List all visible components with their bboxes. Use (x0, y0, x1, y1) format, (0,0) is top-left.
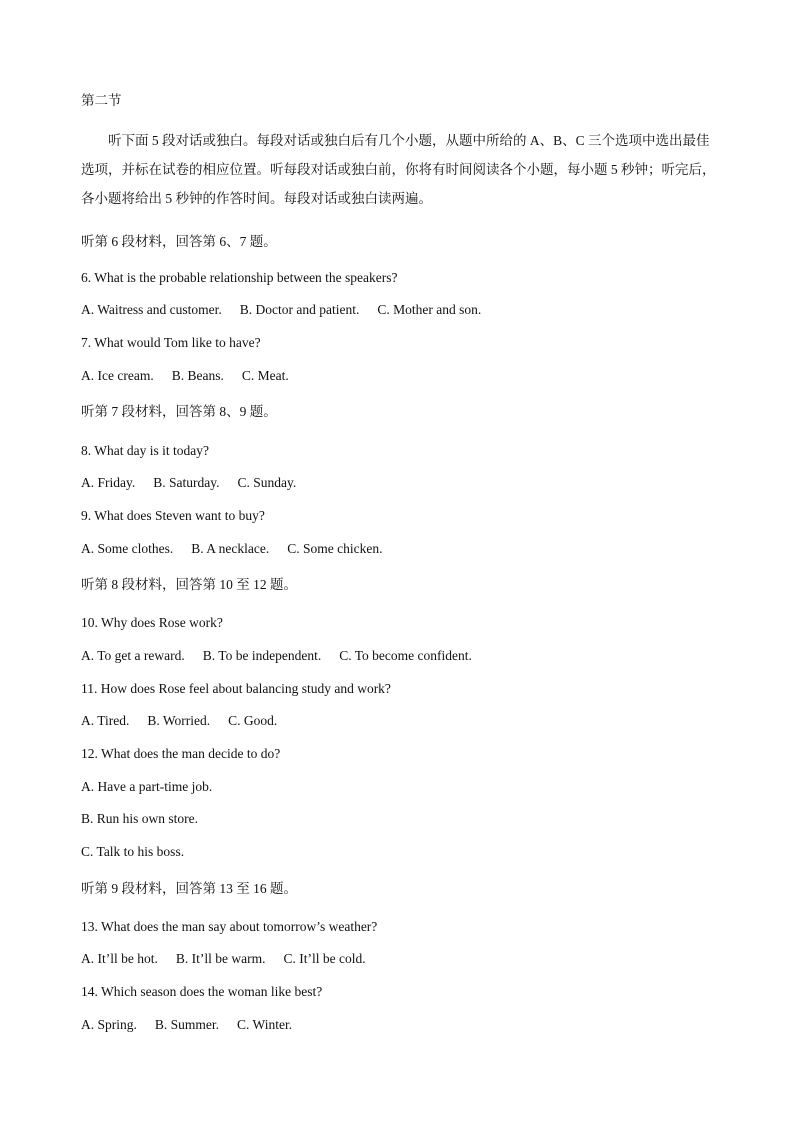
option-a: A. Friday. (81, 475, 136, 490)
options-row (81, 647, 472, 665)
option-b: B. Beans. (171, 368, 224, 383)
option-c: C. Winter. (237, 1017, 293, 1032)
options-row (81, 712, 277, 730)
options-row (81, 474, 296, 492)
group-heading: 听第 7 段材料，回答第 8、9 题。 (81, 404, 277, 419)
question-stem: 9. What does Steven want to buy? (81, 508, 265, 523)
options-row (81, 367, 289, 385)
option-a: A. Spring. (81, 1017, 137, 1032)
option-b: B. A necklace. (191, 541, 270, 556)
option-b: B. Run his own store. (81, 811, 199, 826)
option-a: A. It’ll be hot. (81, 951, 158, 966)
option-b: B. Doctor and patient. (239, 302, 360, 317)
question-stem: 11. How does Rose feel about balancing study and work? (81, 681, 391, 696)
option-b: B. Worried. (147, 713, 211, 728)
option-a: A. Have a part-time job. (81, 779, 213, 794)
group-heading: 听第 8 段材料，回答第 10 至 12 题。 (81, 577, 297, 592)
question-stem: 7. What would Tom like to have? (81, 335, 261, 350)
option-b: B. Saturday. (153, 475, 220, 490)
option-b: B. Summer. (154, 1017, 220, 1032)
option-a: A. Ice cream. (81, 368, 154, 383)
option-b: B. To be independent. (202, 648, 322, 663)
section-instructions: 听下面 5 段对话或独白。每段对话或独白后有几个小题，从题中所给的 A、B、C 三个选项中选出最佳选项，并标在试卷的相应位置。听每段对话或独白前，你将有时间阅读各个小题，每小题 5 秒钟；听完后，各小题将给出 5 秒钟的作答时间。每段对话或独白读两遍。 (81, 133, 716, 206)
question-stem: 8. What day is it today? (81, 443, 209, 458)
question-stem: 12. What does the man decide to do? (81, 746, 281, 761)
option-c: C. Mother and son. (377, 302, 482, 317)
question-stem: 14. Which season does the woman like best? (81, 984, 323, 999)
option-c: C. It’ll be cold. (283, 951, 366, 966)
options-row (81, 540, 382, 558)
option-c: C. Meat. (241, 368, 289, 383)
option-b: B. It’ll be warm. (175, 951, 266, 966)
options-row (81, 301, 481, 319)
option-c: C. Talk to his boss. (81, 844, 185, 859)
group-heading: 听第 6 段材料，回答第 6、7 题。 (81, 234, 277, 249)
options-row (81, 950, 366, 968)
option-c: C. Some chicken. (287, 541, 383, 556)
question-stem: 13. What does the man say about tomorrow’s weather? (81, 919, 378, 934)
section-title: 第二节 (81, 93, 122, 108)
option-c: C. Sunday. (237, 475, 297, 490)
question-stem: 10. Why does Rose work? (81, 615, 223, 630)
option-a: A. Tired. (81, 713, 130, 728)
option-a: A. Some clothes. (81, 541, 174, 556)
group-heading: 听第 9 段材料，回答第 13 至 16 题。 (81, 881, 297, 896)
option-a: A. To get a reward. (81, 648, 185, 663)
option-c: C. Good. (228, 713, 278, 728)
options-row (81, 1016, 292, 1034)
question-stem: 6. What is the probable relationship between the speakers? (81, 270, 398, 285)
option-a: A. Waitress and customer. (81, 302, 222, 317)
option-c: C. To become confident. (339, 648, 472, 663)
